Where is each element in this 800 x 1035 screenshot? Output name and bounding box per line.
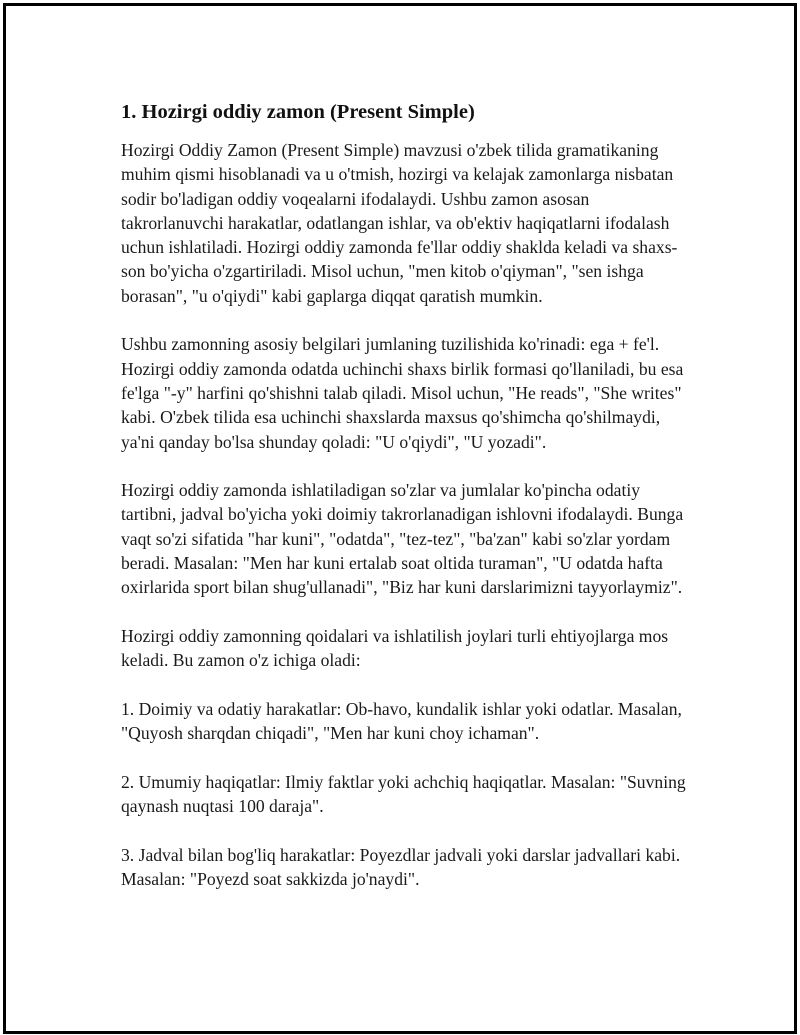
list-item-2: 2. Umumiy haqiqatlar: Ilmiy faktlar yoki achchiq haqiqatlar. Masalan: "Suvning qaynash nuqtasi 100 daraja". (121, 771, 686, 817)
list-item-1: 1. Doimiy va odatiy harakatlar: Ob-havo, kundalik ishlar yoki odatlar. Masalan, "Quyosh sharqdan chiqadi", "Men har kuni choy ichaman". (121, 698, 682, 744)
paragraph-structure: Ushbu zamonning asosiy belgilari jumlaning tuzilishida ko'rinadi: ega + fe'l. Hozirgi oddiy zamonda odatda uchinchi shaxs birlik formasi qo'llaniladi, bu esa fe'lga "-y" harfini qo'shishni talab qiladi. Misol uchun, "He reads", "She writes" kabi. O'zbek tilida esa uchinchi shaxslarda maxsus qo'shimcha qo'shilmaydi, ya'ni qanday bo'lsa shunday qoladi: "U o'qiydi", "U yozadi". (121, 334, 684, 452)
section-heading: 1. Hozirgi oddiy zamon (Present Simple) (121, 101, 475, 123)
paragraph-time-words: Hozirgi oddiy zamonda ishlatiladigan so'zlar va jumlalar ko'pincha odatiy tartibni, jadval bo'yicha yoki doimiy takrorlanadigan ishlovni ifodalaydi. Bunga vaqt so'zi sifatida "har kuni", "odatda", "tez-tez", "ba'zan" kabi so'zlar yordam beradi. Masalan: "Men har kuni ertalab soat oltida turaman", "U odatda hafta oxirlarida sport bilan shug'ullanadi", "Biz har kuni darslarimizni tayyorlaymiz". (121, 480, 684, 598)
page-frame (3, 3, 797, 1034)
list-item-3: 3. Jadval bilan bog'liq harakatlar: Poyezdlar jadvali yoki darslar jadvallari kabi. Masalan: "Poyezd soat sakkizda jo'naydi". (121, 844, 681, 889)
paragraph-rules: Hozirgi oddiy zamonning qoidalari va ishlatilish joylari turli ehtiyojlarga mos keladi. Bu zamon o'z ichiga oladi: (121, 625, 669, 671)
document-body (121, 98, 696, 916)
paragraph-intro: Hozirgi Oddiy Zamon (Present Simple) mavzusi o'zbek tilida gramatikaning muhim qismi hisoblanadi va u o'tmish, hozirgi va kelajak zamonlarga nisbatan sodir bo'ladigan oddiy voqealarni ifodalaydi. Ushbu zamon asosan takrorlanuvchi harakatlar, odatlangan ishlar, va ob'ektiv haqiqatlarni ifodalash uchun ishlatiladi. Hozirgi oddiy zamonda fe'llar oddiy shaklda keladi va shaxs-son bo'yicha o'zgartiriladi. Misol uchun, "men kitob o'qiyman", "sen ishga borasan", "u o'qiydi" kabi gaplarga diqqat qaratish mumkin. (121, 140, 678, 306)
